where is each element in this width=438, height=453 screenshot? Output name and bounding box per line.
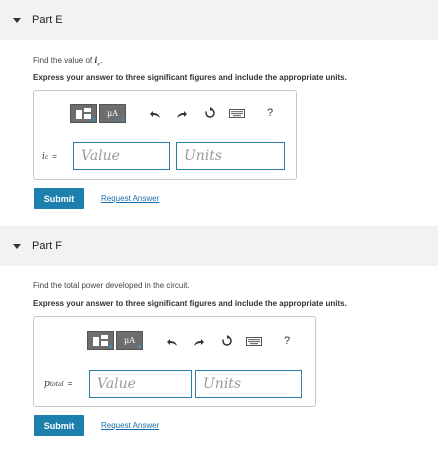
part-e-answer-box xyxy=(33,90,297,180)
part-e-submit-button[interactable]: Submit xyxy=(34,188,84,209)
templates-button[interactable] xyxy=(70,104,97,123)
collapse-caret-icon[interactable] xyxy=(13,244,21,249)
part-f-units-input[interactable]: Units xyxy=(195,370,302,398)
part-e-request-answer-link[interactable]: Request Answer xyxy=(101,194,160,203)
units-button[interactable]: μA xyxy=(116,331,143,350)
help-icon[interactable]: ? xyxy=(266,107,274,119)
templates-button[interactable] xyxy=(87,331,114,350)
part-e-units-input[interactable]: Units xyxy=(176,142,285,170)
help-icon[interactable]: ? xyxy=(283,335,291,347)
keyboard-icon[interactable] xyxy=(246,335,262,347)
part-f-request-answer-link[interactable]: Request Answer xyxy=(101,421,160,430)
part-f-answer-box xyxy=(33,316,316,407)
part-e-question: Find the value of $i_c$. xyxy=(33,55,103,68)
keyboard-icon[interactable] xyxy=(229,107,245,119)
undo-icon[interactable] xyxy=(165,335,179,349)
part-e-title: Part E xyxy=(32,14,63,26)
redo-icon[interactable] xyxy=(174,107,188,121)
reset-icon[interactable] xyxy=(203,106,217,120)
part-f-question: Find the total power developed in the circuit. xyxy=(33,281,190,290)
reset-icon[interactable] xyxy=(220,334,234,348)
part-f-submit-button[interactable]: Submit xyxy=(34,415,84,436)
part-f-value-input[interactable]: Value xyxy=(89,370,192,398)
part-f-instruction: Express your answer to three significant figures and include the appropriate units. xyxy=(33,299,347,308)
part-e-value-input[interactable]: Value xyxy=(73,142,170,170)
units-button[interactable]: μA xyxy=(99,104,126,123)
part-e-toolbar xyxy=(70,104,126,123)
collapse-caret-icon[interactable] xyxy=(13,18,21,23)
part-f-variable-label: p total = xyxy=(44,379,73,389)
part-e-header[interactable] xyxy=(0,0,438,40)
question-variable: $i_c$ xyxy=(94,55,101,68)
part-f-toolbar xyxy=(87,331,143,350)
redo-icon[interactable] xyxy=(191,335,205,349)
part-e-variable-label: i c = xyxy=(42,152,57,162)
undo-icon[interactable] xyxy=(148,107,162,121)
part-f-header[interactable] xyxy=(0,226,438,266)
part-e-instruction: Express your answer to three significant figures and include the appropriate units. xyxy=(33,73,347,82)
part-f-title: Part F xyxy=(32,240,62,252)
